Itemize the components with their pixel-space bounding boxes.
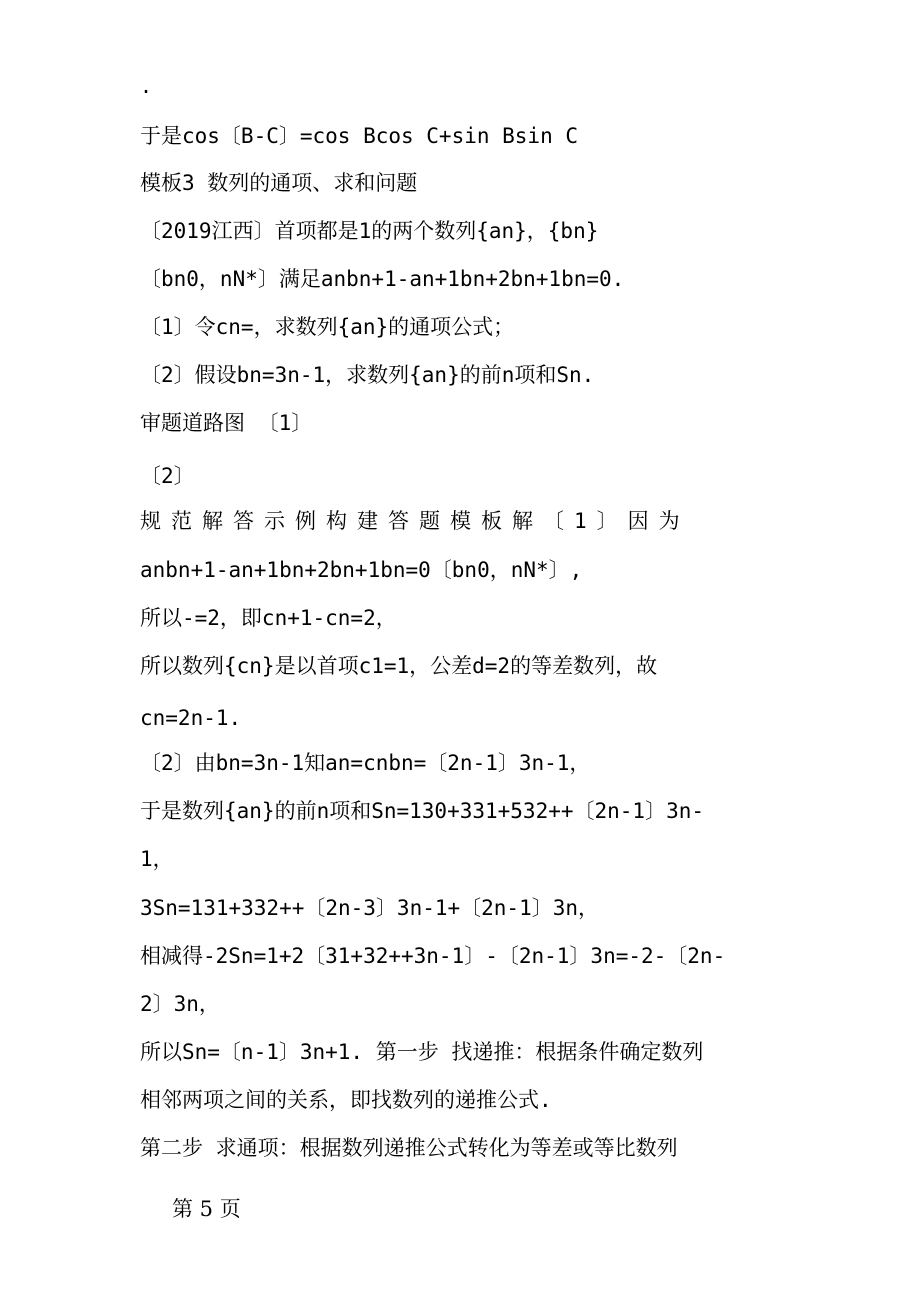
text-line-3: 〔2019江西〕首项都是1的两个数列{an}，{bn}	[140, 219, 599, 243]
text-line-14: 〔2〕由bn=3n-1知an=cnbn=〔2n-1〕3n-1，	[140, 751, 591, 775]
template-heading: 模板3 数列的通项、求和问题	[140, 171, 418, 195]
text-line-17: 3Sn=131+332++〔2n-3〕3n-1+〔2n-1〕3n，	[140, 896, 600, 920]
text-line-6: 〔2〕假设bn=3n-1，求数列{an}的前n项和Sn.	[140, 363, 595, 387]
header-mark: .	[140, 74, 153, 98]
text-line-1: 于是cos〔B-C〕=cos Bcos C+sin Bsin C	[140, 124, 579, 148]
text-line-9: 规范解答示例构建答题模板解〔1〕因为	[140, 509, 690, 533]
text-line-18: 相减得-2Sn=1+2〔31+32++3n-1〕-〔2n-1〕3n=-2-〔2n-	[140, 944, 726, 968]
text-line-15: 于是数列{an}的前n项和Sn=130+331+532++〔2n-1〕3n-	[140, 799, 705, 823]
text-line-21: 相邻两项之间的关系，即找数列的递推公式.	[140, 1088, 552, 1112]
text-line-7: 审题道路图 〔1〕	[140, 411, 313, 435]
text-line-10: anbn+1-an+1bn+2bn+1bn=0〔bn0，nN*〕,	[140, 558, 583, 582]
text-line-4: 〔bn0，nN*〕满足anbn+1-an+1bn+2bn+1bn=0.	[140, 267, 625, 291]
text-line-20: 所以Sn=〔n-1〕3n+1. 第一步 找递推：根据条件确定数列	[140, 1040, 704, 1064]
text-line-12: 所以数列{cn}是以首项c1=1，公差d=2的等差数列，故	[140, 654, 658, 678]
text-line-19: 2〕3n，	[140, 992, 220, 1016]
text-line-5: 〔1〕令cn=，求数列{an}的通项公式；	[140, 315, 515, 339]
text-line-13: cn=2n-1.	[140, 706, 242, 730]
text-line-11: 所以-=2，即cn+1-cn=2，	[140, 606, 397, 630]
text-line-16: 1，	[140, 847, 174, 871]
text-line-22: 第二步 求通项：根据数列递推公式转化为等差或等比数列	[140, 1136, 678, 1160]
text-line-8: 〔2〕	[140, 464, 195, 488]
page-number: 第 5 页	[172, 1197, 241, 1221]
